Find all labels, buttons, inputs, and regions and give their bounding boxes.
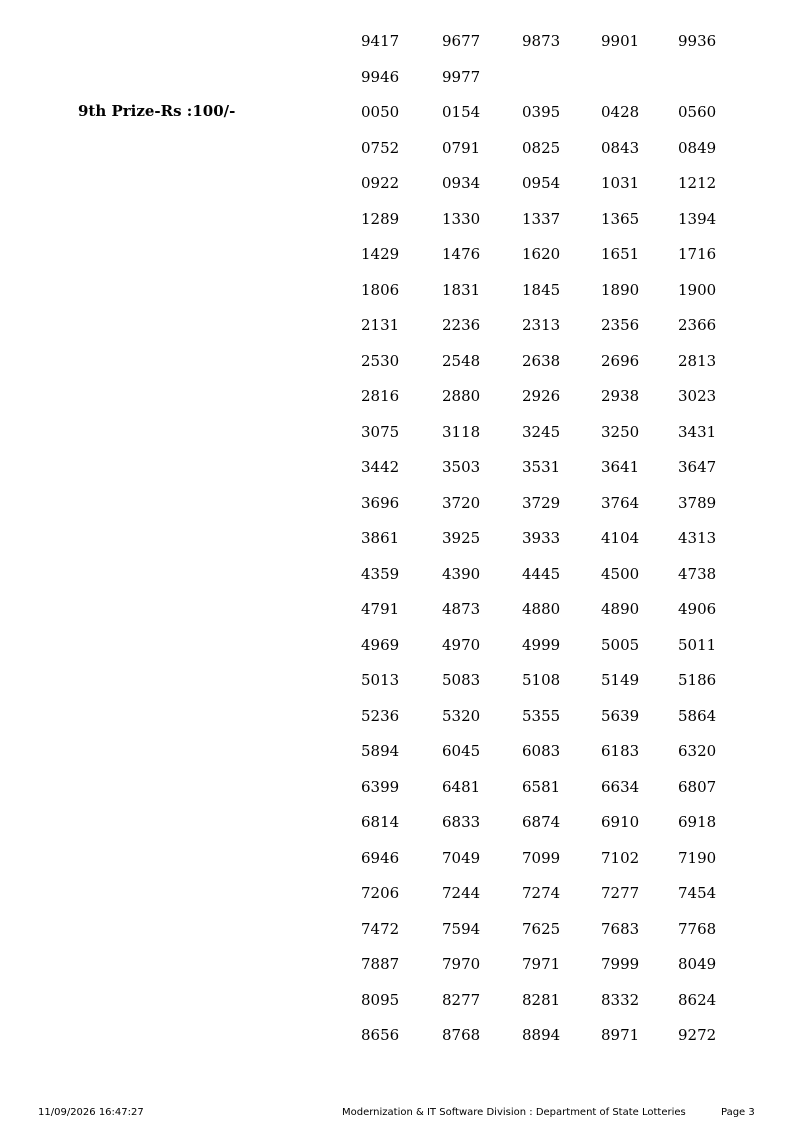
ticket-number: 7999 bbox=[601, 955, 640, 973]
ticket-number: 5320 bbox=[442, 706, 481, 725]
ticket-number: 3696 bbox=[361, 493, 400, 512]
ticket-number: 4445 bbox=[522, 564, 561, 583]
number-row bbox=[361, 599, 761, 635]
ticket-number: 7971 bbox=[522, 955, 561, 973]
ticket-number: 8894 bbox=[522, 1026, 561, 1044]
ticket-number: 1365 bbox=[601, 209, 640, 228]
ticket-number: 3720 bbox=[442, 493, 481, 512]
ticket-number: 7887 bbox=[361, 955, 400, 973]
numbers-grid bbox=[361, 31, 761, 1061]
ticket-number: 3531 bbox=[522, 458, 561, 476]
ticket-number: 5186 bbox=[678, 671, 717, 689]
ticket-number: 1031 bbox=[601, 174, 640, 192]
ticket-number: 8277 bbox=[442, 990, 481, 1009]
ticket-number: 9417 bbox=[361, 32, 400, 50]
ticket-number: 1429 bbox=[361, 245, 400, 263]
ticket-number: 1289 bbox=[361, 209, 400, 228]
ticket-number: 0934 bbox=[442, 174, 481, 192]
ticket-number: 2313 bbox=[522, 316, 561, 334]
ticket-number: 3075 bbox=[361, 422, 400, 441]
ticket-number: 4906 bbox=[678, 600, 717, 618]
ticket-number: 3250 bbox=[601, 422, 640, 441]
ticket-number: 6481 bbox=[442, 777, 481, 796]
ticket-number: 3933 bbox=[522, 529, 561, 547]
ticket-number: 1212 bbox=[678, 174, 717, 192]
number-row bbox=[361, 351, 761, 387]
ticket-number: 4890 bbox=[601, 600, 640, 618]
ticket-number: 3925 bbox=[442, 529, 481, 547]
ticket-number: 4791 bbox=[361, 600, 400, 618]
ticket-number: 4738 bbox=[678, 564, 717, 583]
ticket-number: 6320 bbox=[678, 742, 717, 760]
ticket-number: 8656 bbox=[361, 1026, 400, 1044]
number-row bbox=[361, 280, 761, 316]
ticket-number: 1831 bbox=[442, 280, 481, 299]
ticket-number: 1900 bbox=[678, 280, 717, 299]
number-row bbox=[361, 741, 761, 777]
ticket-number: 1337 bbox=[522, 209, 561, 228]
number-row bbox=[361, 848, 761, 884]
ticket-number: 8332 bbox=[601, 990, 640, 1009]
ticket-number: 3118 bbox=[442, 422, 481, 441]
ticket-number: 4390 bbox=[442, 564, 481, 583]
ticket-number: 0560 bbox=[678, 103, 717, 121]
ticket-number: 7768 bbox=[678, 919, 717, 938]
ticket-number: 6581 bbox=[522, 777, 561, 796]
ticket-number: 5005 bbox=[601, 635, 640, 654]
ticket-number: 9977 bbox=[442, 67, 481, 86]
ticket-number: 2816 bbox=[361, 387, 400, 405]
ticket-number: 7102 bbox=[601, 848, 640, 867]
ticket-number: 1394 bbox=[678, 209, 717, 228]
ticket-number: 2366 bbox=[678, 316, 717, 334]
ticket-number: 7625 bbox=[522, 919, 561, 938]
ticket-number: 8049 bbox=[678, 955, 717, 973]
ticket-number: 5639 bbox=[601, 706, 640, 725]
number-row bbox=[361, 457, 761, 493]
ticket-number: 0050 bbox=[361, 103, 400, 121]
ticket-number: 6946 bbox=[361, 848, 400, 867]
ticket-number: 0843 bbox=[601, 138, 640, 157]
number-row bbox=[361, 493, 761, 529]
ticket-number: 3764 bbox=[601, 493, 640, 512]
ticket-number: 7206 bbox=[361, 884, 400, 902]
ticket-number: 3641 bbox=[601, 458, 640, 476]
ticket-number: 8281 bbox=[522, 990, 561, 1009]
ticket-number: 2530 bbox=[361, 351, 400, 370]
ticket-number: 0395 bbox=[522, 103, 561, 121]
ticket-number: 8095 bbox=[361, 990, 400, 1009]
ticket-number: 4880 bbox=[522, 600, 561, 618]
ticket-number: 8624 bbox=[678, 990, 717, 1009]
ticket-number: 5236 bbox=[361, 706, 400, 725]
ticket-number: 2696 bbox=[601, 351, 640, 370]
number-row bbox=[361, 812, 761, 848]
prize-label: 9th Prize-Rs :100/- bbox=[78, 102, 236, 120]
ticket-number: 7454 bbox=[678, 884, 717, 902]
ticket-number: 6807 bbox=[678, 777, 717, 796]
ticket-number: 1651 bbox=[601, 245, 640, 263]
ticket-number: 6183 bbox=[601, 742, 640, 760]
ticket-number: 5011 bbox=[678, 635, 717, 654]
number-row bbox=[361, 315, 761, 351]
ticket-number: 6083 bbox=[522, 742, 561, 760]
number-row bbox=[361, 635, 761, 671]
ticket-number: 6874 bbox=[522, 813, 561, 831]
ticket-number: 6918 bbox=[678, 813, 717, 831]
ticket-number: 0428 bbox=[601, 103, 640, 121]
footer-datetime: 11/09/2026 16:47:27 bbox=[38, 1107, 144, 1118]
ticket-number: 2813 bbox=[678, 351, 717, 370]
ticket-number: 6399 bbox=[361, 777, 400, 796]
ticket-number: 8971 bbox=[601, 1026, 640, 1044]
number-row bbox=[361, 919, 761, 955]
ticket-number: 2236 bbox=[442, 316, 481, 334]
footer-organization: Modernization & IT Software Division : Department of State Lotteries bbox=[342, 1107, 686, 1118]
ticket-number: 2131 bbox=[361, 316, 400, 334]
ticket-number: 7970 bbox=[442, 955, 481, 973]
ticket-number: 0154 bbox=[442, 103, 481, 121]
ticket-number: 5108 bbox=[522, 671, 561, 689]
ticket-number: 6045 bbox=[442, 742, 481, 760]
ticket-number: 9936 bbox=[678, 32, 717, 50]
ticket-number: 0849 bbox=[678, 138, 717, 157]
ticket-number: 3442 bbox=[361, 458, 400, 476]
ticket-number: 7472 bbox=[361, 919, 400, 938]
ticket-number: 2938 bbox=[601, 387, 640, 405]
ticket-number: 7683 bbox=[601, 919, 640, 938]
ticket-number: 7244 bbox=[442, 884, 481, 902]
ticket-number: 8768 bbox=[442, 1026, 481, 1044]
ticket-number: 4970 bbox=[442, 635, 481, 654]
ticket-number: 6814 bbox=[361, 813, 400, 831]
ticket-number: 3503 bbox=[442, 458, 481, 476]
ticket-number: 3431 bbox=[678, 422, 717, 441]
ticket-number: 3245 bbox=[522, 422, 561, 441]
ticket-number: 2356 bbox=[601, 316, 640, 334]
number-row bbox=[361, 31, 761, 67]
number-row bbox=[361, 67, 761, 103]
ticket-number: 1716 bbox=[678, 245, 717, 263]
ticket-number: 5083 bbox=[442, 671, 481, 689]
ticket-number: 1476 bbox=[442, 245, 481, 263]
ticket-number: 2926 bbox=[522, 387, 561, 405]
ticket-number: 0791 bbox=[442, 138, 481, 157]
ticket-number: 2548 bbox=[442, 351, 481, 370]
number-row bbox=[361, 422, 761, 458]
ticket-number: 4873 bbox=[442, 600, 481, 618]
number-row bbox=[361, 1025, 761, 1061]
ticket-number: 4104 bbox=[601, 529, 640, 547]
ticket-number: 4313 bbox=[678, 529, 717, 547]
number-row bbox=[361, 670, 761, 706]
ticket-number: 9873 bbox=[522, 32, 561, 50]
number-row bbox=[361, 209, 761, 245]
ticket-number: 0954 bbox=[522, 174, 561, 192]
number-row bbox=[361, 138, 761, 174]
number-row bbox=[361, 386, 761, 422]
number-row bbox=[361, 528, 761, 564]
ticket-number: 0825 bbox=[522, 138, 561, 157]
number-row bbox=[361, 102, 761, 138]
ticket-number: 3647 bbox=[678, 458, 717, 476]
ticket-number: 1890 bbox=[601, 280, 640, 299]
ticket-number: 2638 bbox=[522, 351, 561, 370]
ticket-number: 1330 bbox=[442, 209, 481, 228]
ticket-number: 5149 bbox=[601, 671, 640, 689]
ticket-number: 5013 bbox=[361, 671, 400, 689]
ticket-number: 3729 bbox=[522, 493, 561, 512]
ticket-number: 7277 bbox=[601, 884, 640, 902]
ticket-number: 6910 bbox=[601, 813, 640, 831]
ticket-number: 9272 bbox=[678, 1026, 717, 1044]
ticket-number: 1620 bbox=[522, 245, 561, 263]
number-row bbox=[361, 706, 761, 742]
ticket-number: 2880 bbox=[442, 387, 481, 405]
ticket-number: 1845 bbox=[522, 280, 561, 299]
ticket-number: 9677 bbox=[442, 32, 481, 50]
footer-page-number: Page 3 bbox=[721, 1107, 755, 1118]
ticket-number: 0922 bbox=[361, 174, 400, 192]
ticket-number: 1806 bbox=[361, 280, 400, 299]
ticket-number: 6634 bbox=[601, 777, 640, 796]
ticket-number: 5894 bbox=[361, 742, 400, 760]
ticket-number: 7099 bbox=[522, 848, 561, 867]
number-row bbox=[361, 990, 761, 1026]
ticket-number: 3789 bbox=[678, 493, 717, 512]
ticket-number: 9946 bbox=[361, 67, 400, 86]
ticket-number: 7274 bbox=[522, 884, 561, 902]
ticket-number: 4500 bbox=[601, 564, 640, 583]
number-row bbox=[361, 777, 761, 813]
number-row bbox=[361, 244, 761, 280]
ticket-number: 4969 bbox=[361, 635, 400, 654]
ticket-number: 5355 bbox=[522, 706, 561, 725]
ticket-number: 7594 bbox=[442, 919, 481, 938]
ticket-number: 6833 bbox=[442, 813, 481, 831]
ticket-number: 7049 bbox=[442, 848, 481, 867]
number-row bbox=[361, 564, 761, 600]
ticket-number: 5864 bbox=[678, 706, 717, 725]
number-row bbox=[361, 954, 761, 990]
ticket-number: 0752 bbox=[361, 138, 400, 157]
ticket-number: 4999 bbox=[522, 635, 561, 654]
number-row bbox=[361, 883, 761, 919]
number-row bbox=[361, 173, 761, 209]
ticket-number: 4359 bbox=[361, 564, 400, 583]
ticket-number: 3023 bbox=[678, 387, 717, 405]
ticket-number: 3861 bbox=[361, 529, 400, 547]
ticket-number: 9901 bbox=[601, 32, 640, 50]
ticket-number: 7190 bbox=[678, 848, 717, 867]
